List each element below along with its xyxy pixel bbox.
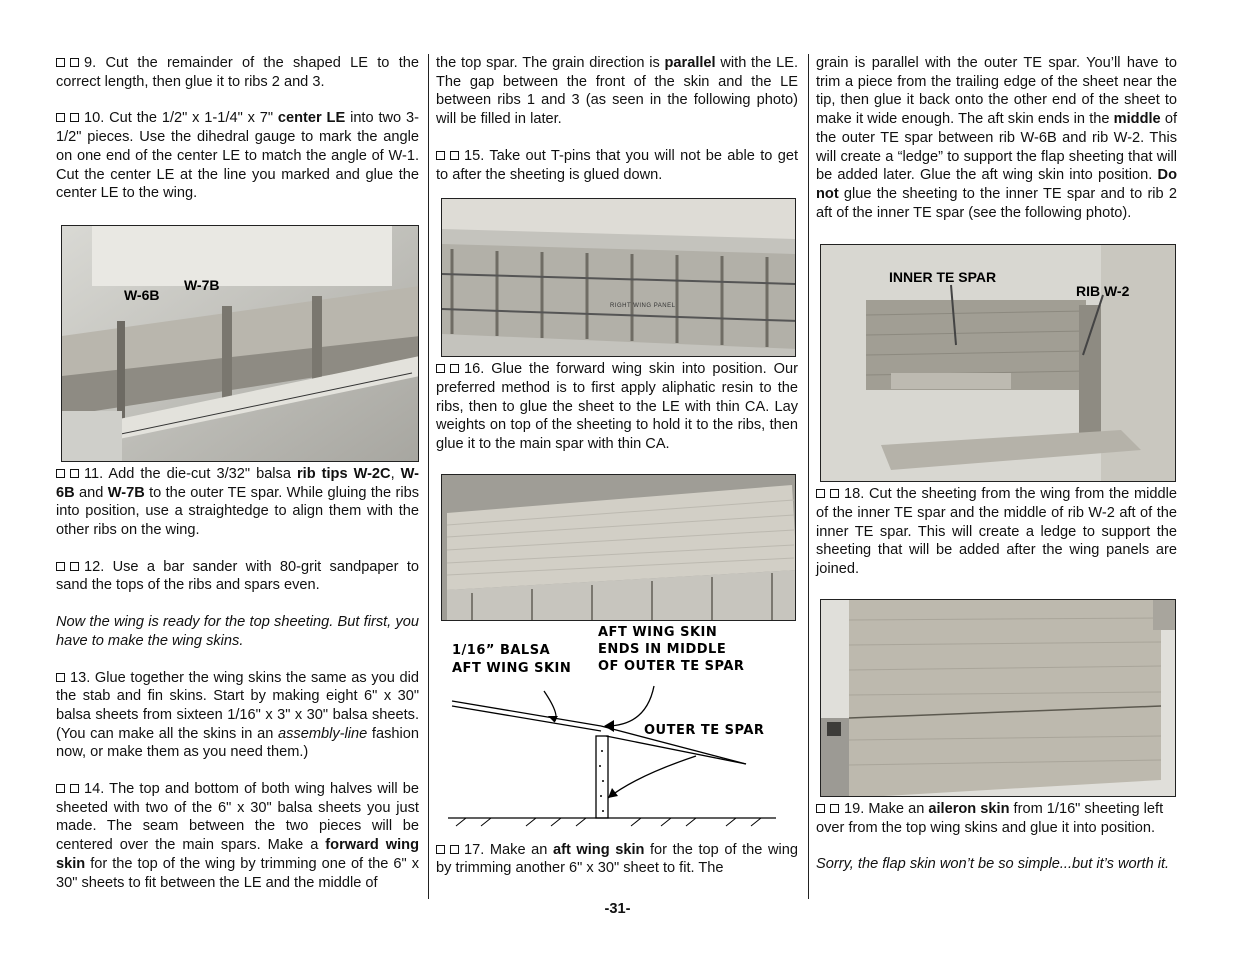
- step-12: 12. Use a bar sander with 80-grit sandpaper to sand the tops of the ribs and spars even.: [56, 558, 419, 594]
- checkbox-icon[interactable]: [436, 151, 445, 160]
- checkbox-icon[interactable]: [450, 364, 459, 373]
- diagram-label-balsa-2: AFT WING SKIN: [452, 660, 572, 676]
- checkbox-icon[interactable]: [56, 673, 65, 682]
- step-16: 16. Glue the forward wing skin into position. Our preferred method is to first apply aliphatic resin to the ribs, then to glue the sheet to the LE with thin CA. Lay weights on top of the sheeting to hold it to the ribs, then glue it to the main spar with thin CA.: [436, 361, 798, 453]
- note-wing-ready: Now the wing is ready for the top sheeting. But first, you have to make the wing skins.: [56, 614, 419, 649]
- photo-forward-skin: [441, 474, 796, 621]
- checkbox-icon[interactable]: [56, 562, 65, 571]
- checkbox-icon[interactable]: [450, 845, 459, 854]
- checkbox-icon[interactable]: [56, 113, 65, 122]
- checkbox-icon[interactable]: [436, 364, 445, 373]
- checkbox-icon[interactable]: [830, 804, 839, 813]
- photo-text-right-wing-panel: RIGHT WING PANEL: [610, 303, 676, 310]
- diagram-aft-wing-skin: [436, 626, 798, 831]
- checkbox-icon[interactable]: [70, 562, 79, 571]
- checkbox-icon[interactable]: [436, 845, 445, 854]
- step-14: 14. The top and bottom of both wing halves will be sheeted with two of the 6" x 30" balsa sheets you just made. The seam between the two pieces will be centered over the main spars. Make a forward wing skin for the top of the wing by trimming one of the 6" x 30" sheets to fit between the LE and the middle of: [56, 781, 419, 891]
- column-right: [816, 54, 1177, 874]
- diagram-label-outer-te-spar: OUTER TE SPAR: [644, 722, 765, 738]
- photo-label-w6b: W-6B: [124, 286, 160, 303]
- diagram-label-balsa-1: 1/16” BALSA: [452, 642, 551, 658]
- step-18: 18. Cut the sheeting from the wing from the middle of the inner TE spar and the middle of rib W-2 aft of the inner TE spar. This will create a ledge to support the sheeting that will be added after the wing panels are joined.: [816, 486, 1177, 578]
- column-divider-right: [808, 54, 809, 899]
- checkbox-icon[interactable]: [56, 58, 65, 67]
- note-flap-skin: Sorry, the flap skin won’t be so simple...but it’s worth it.: [816, 856, 1170, 873]
- photo-inner-te-spar: [820, 244, 1176, 482]
- step-10: 10. Cut the 1/2" x 1-1/4" x 7" center LE into two 3-1/2" pieces. Use the dihedral gauge to mark the angle on one end of the center LE to match the angle of W-1. Cut the center LE at the line you marked and glue the center LE to the wing.: [56, 110, 419, 202]
- checkbox-icon[interactable]: [70, 113, 79, 122]
- diagram-label-ends-3: OF OUTER TE SPAR: [598, 658, 745, 674]
- checkbox-icon[interactable]: [830, 489, 839, 498]
- page-number: -31-: [604, 901, 631, 917]
- checkbox-icon[interactable]: [70, 58, 79, 67]
- checkbox-icon[interactable]: [70, 784, 79, 793]
- column-middle: [436, 54, 798, 878]
- step-19: 19. Make an aileron skin from 1/16" sheeting left over from the top wing skins and glue it into position.: [816, 800, 1164, 836]
- step-13: 13. Glue together the wing skins the same as you did the stab and fin skins. Start by making eight 6" x 30" balsa sheets from sixteen 1/16" x 3" x 30" balsa sheets. (You can make all the skins in an assembly-line fashion now, or make them as you need them.): [56, 669, 419, 761]
- step-9: 9. Cut the remainder of the shaped LE to the correct length, then glue it to ribs 2 and 3.: [56, 55, 419, 90]
- step-17-continued: grain is parallel with the outer TE spar. You’ll have to trim a piece from the trailing edge of the sheet near the tip, then glue it back onto the other end of the sheet to make it wide enough. The aft skin ends in the middle of the outer TE spar between rib W-6B and rib W-2. This will create a “ledge” to support the flap sheeting that will be added later. Glue the aft wing skin into position. Do not glue the sheeting to the inner TE spar and to rib 2 aft of the inner TE spar (see the following photo).: [816, 55, 1177, 221]
- photo-label-inner-te-spar: INNER TE SPAR: [889, 269, 997, 286]
- step-11: 11. Add the die-cut 3/32" balsa rib tips W-2C, W-6B and W-7B to the outer TE spar. While gluing the ribs into position, use a straightedge to align them with the other ribs on the wing.: [56, 465, 419, 539]
- step-15: 15. Take out T-pins that you will not be able to get to after the sheeting is glued down.: [436, 147, 798, 183]
- photo-wing-panel: [441, 198, 796, 357]
- column-left: [56, 54, 419, 892]
- diagram-label-ends-1: AFT WING SKIN: [598, 625, 718, 640]
- diagram-svg: [436, 626, 798, 831]
- checkbox-icon[interactable]: [56, 784, 65, 793]
- column-divider-left: [428, 54, 429, 899]
- photo-aileron-skin: [820, 599, 1176, 797]
- step-17: 17. Make an aft wing skin for the top of the wing by trimming another 6" x 30" sheet to fit. The: [436, 841, 799, 877]
- checkbox-icon[interactable]: [56, 469, 65, 478]
- checkbox-icon[interactable]: [70, 469, 79, 478]
- step-14-continued: the top spar. The grain direction is parallel with the LE. The gap between the front of the skin and the LE between ribs 1 and 3 (as seen in the following photo) will be filled in later.: [436, 55, 798, 128]
- checkbox-icon[interactable]: [450, 151, 459, 160]
- photo-label-rib-w2: RIB W-2: [1076, 283, 1130, 300]
- checkbox-icon[interactable]: [816, 489, 825, 498]
- photo-label-w7b: W-7B: [184, 276, 220, 293]
- checkbox-icon[interactable]: [816, 804, 825, 813]
- photo-rib-tips: [61, 225, 419, 462]
- diagram-label-ends-2: ENDS IN MIDDLE: [598, 641, 727, 657]
